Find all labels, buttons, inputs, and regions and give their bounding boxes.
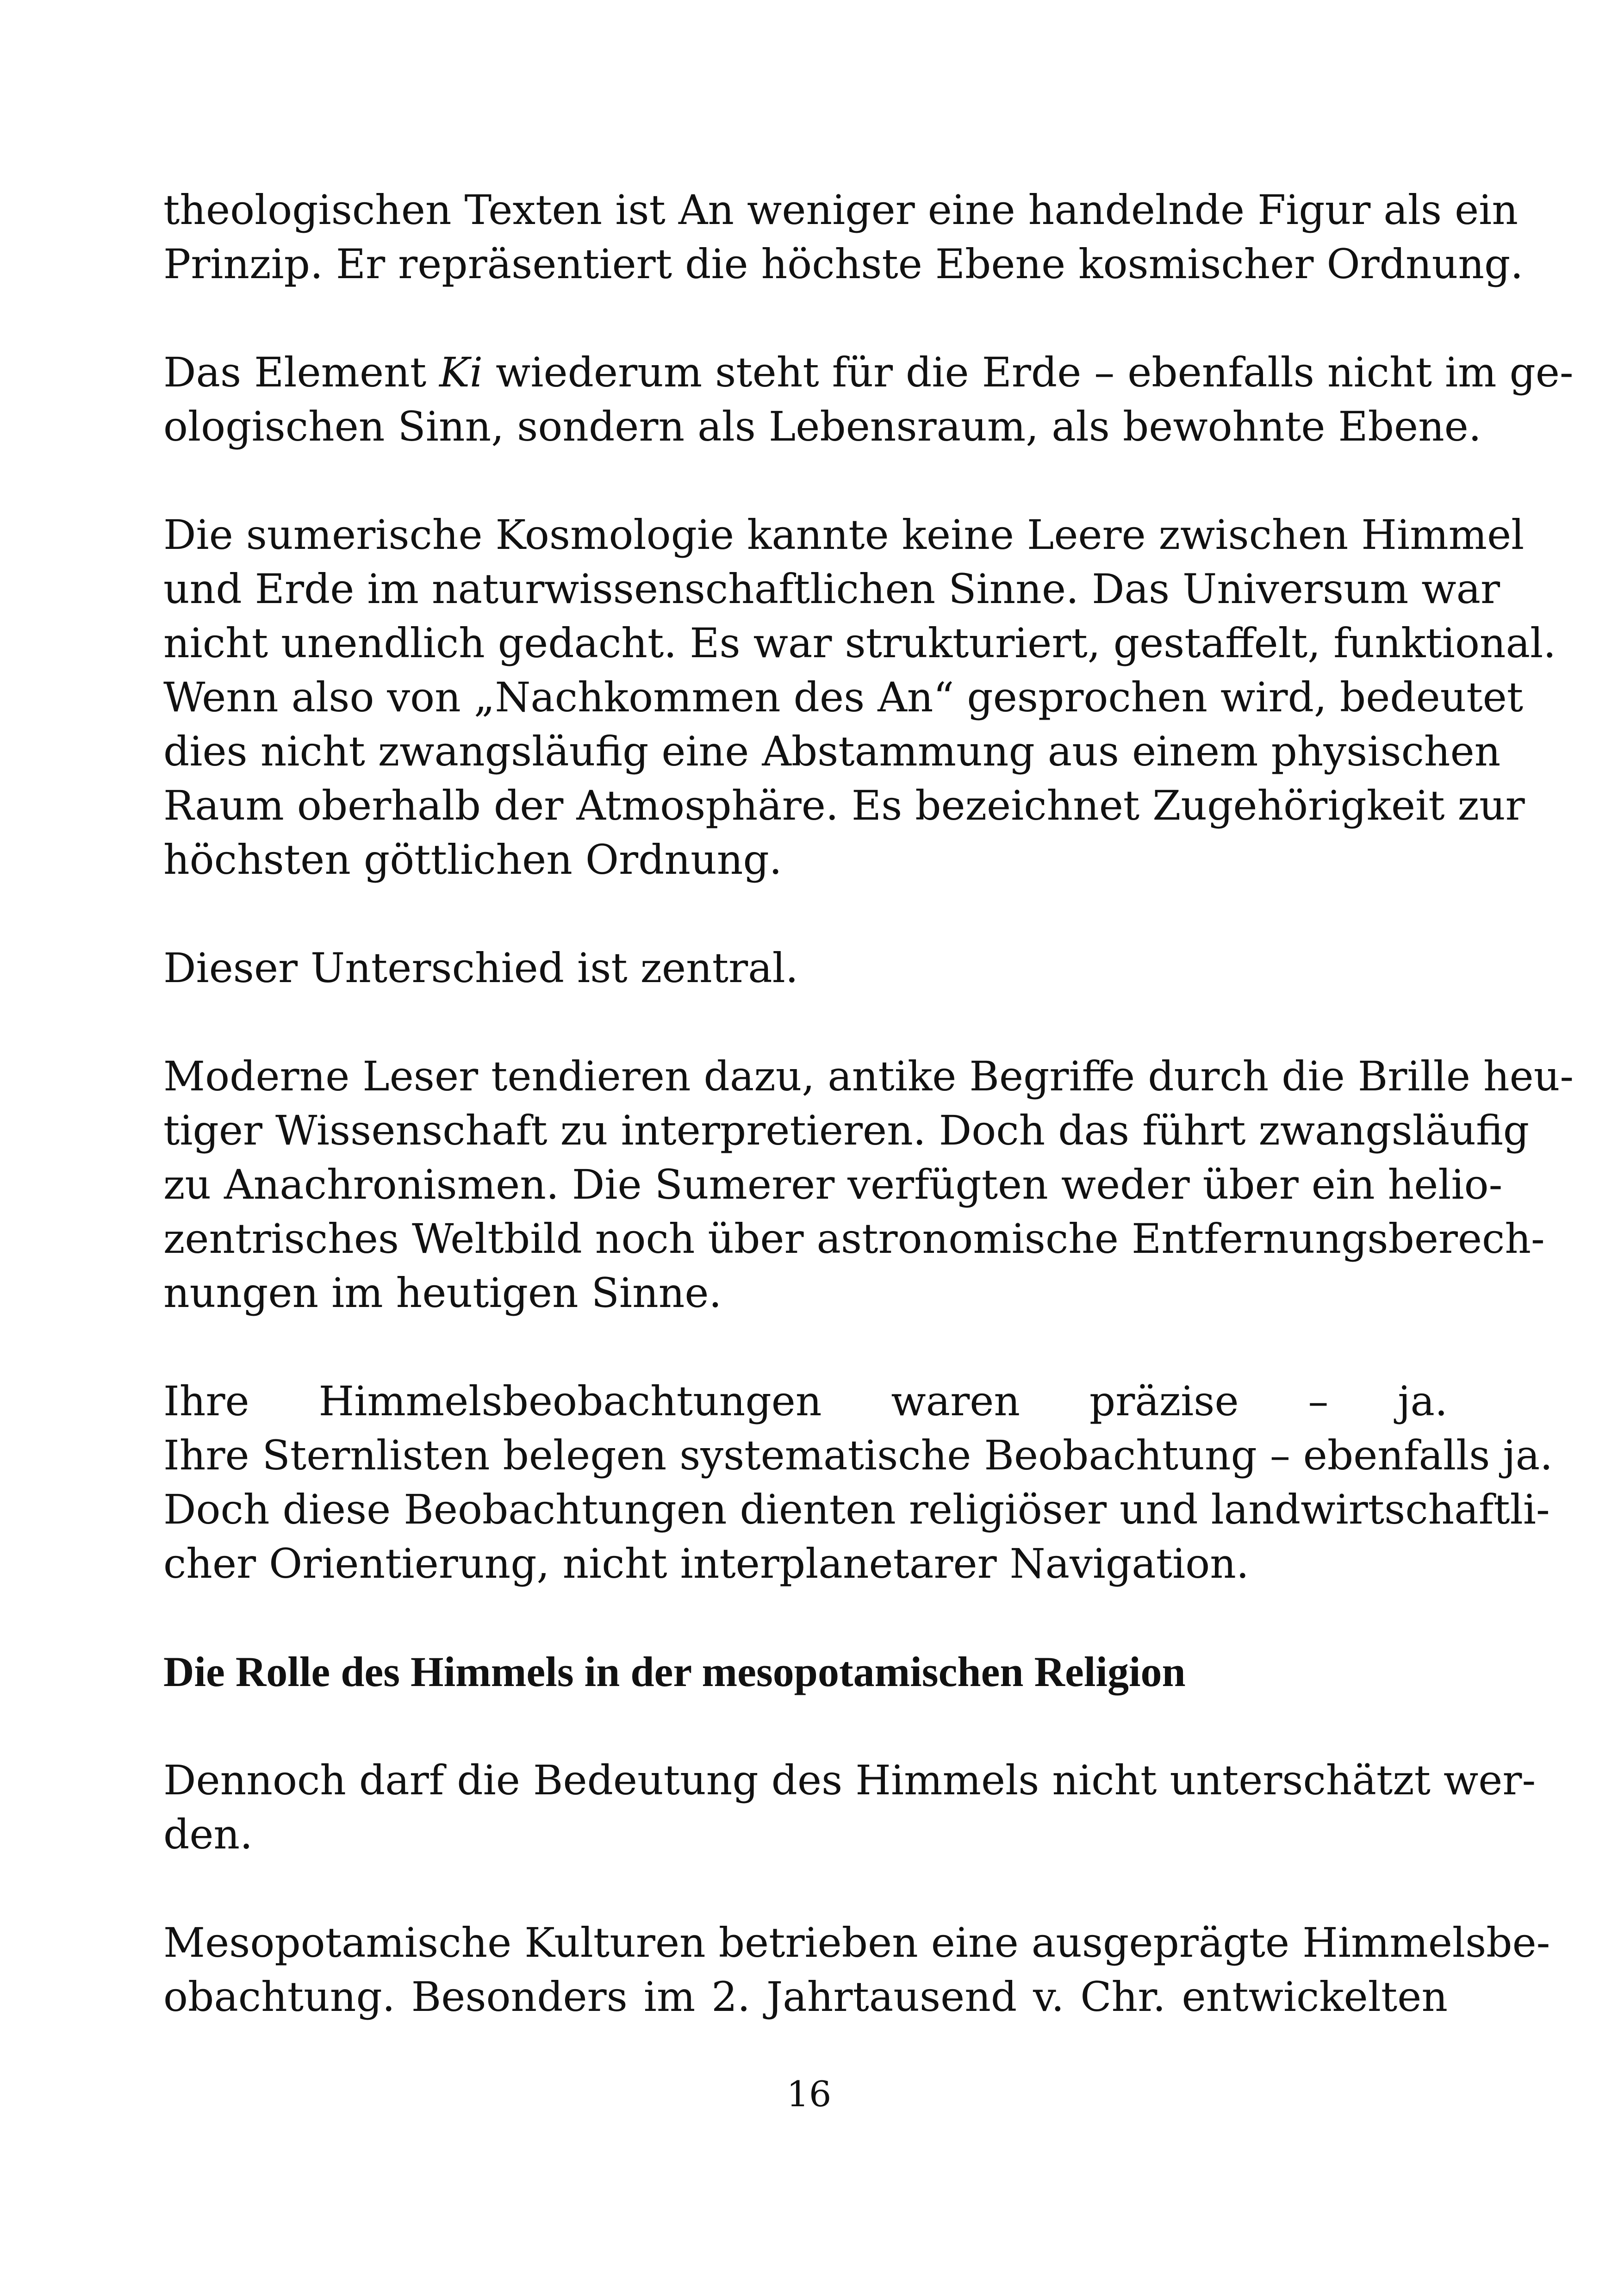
paragraph-ki-element xyxy=(163,345,1574,454)
text-line: zu Anachronismen. Die Sumerer verfügten weder über ein helio- xyxy=(163,1161,1503,1208)
text-line: Dennoch darf die Bedeutung des Himmels nicht unterschätzt wer- xyxy=(163,1756,1536,1804)
text-line: Ihre Sternlisten belegen systematische Beobachtung – ebenfalls ja. xyxy=(163,1431,1553,1479)
text-line: obachtung. Besonders im 2. Jahrtausend v. Chr. entwickelten xyxy=(163,1973,1448,2021)
text-line: Prinzip. Er repräsentiert die höchste Ebene kosmischer Ordnung. xyxy=(163,240,1524,288)
page-number: 16 xyxy=(786,2073,832,2115)
paragraph-observations xyxy=(163,1374,1553,1591)
text-segment: Das Element xyxy=(163,348,440,396)
text-line: Ihre Himmelsbeobachtungen waren präzise – ja. xyxy=(163,1377,1448,1425)
text-line: ologischen Sinn, sondern als Lebensraum, als bewohnte Ebene. xyxy=(163,403,1481,450)
paragraph-an-principle xyxy=(163,183,1524,291)
text-line: tiger Wissenschaft zu interpretieren. Doch das führt zwangsläufig xyxy=(163,1107,1530,1154)
paragraph-distinction xyxy=(163,941,1448,995)
italic-term: Ki xyxy=(439,348,483,396)
page-body xyxy=(163,183,1574,2078)
text-line xyxy=(163,345,1574,399)
paragraph-importance xyxy=(163,1753,1536,1861)
text-line: Wenn also von „Nachkommen des An“ gesprochen wird, bedeutet xyxy=(163,673,1524,721)
paragraph-modern-readers xyxy=(163,1049,1574,1320)
paragraph-mesopotamian-cultures xyxy=(163,1916,1550,2024)
text-line: höchsten göttlichen Ordnung. xyxy=(163,836,782,884)
text-line: Raum oberhalb der Atmosphäre. Es bezeichnet Zugehörigkeit zur xyxy=(163,782,1525,829)
text-line: Moderne Leser tendieren dazu, antike Begriffe durch die Brille heu- xyxy=(163,1052,1574,1100)
text-line: dies nicht zwangsläufig eine Abstammung aus einem physischen xyxy=(163,728,1501,775)
text-line: Dieser Unterschied ist zentral. xyxy=(163,944,798,992)
text-line: zentrisches Weltbild noch über astronomische Entfernungsberech- xyxy=(163,1215,1545,1263)
text-line: Doch diese Beobachtungen dienten religiöser und landwirtschaftli- xyxy=(163,1486,1550,1533)
text-line: Die sumerische Kosmologie kannte keine Leere zwischen Himmel xyxy=(163,511,1525,559)
text-line: nungen im heutigen Sinne. xyxy=(163,1269,722,1317)
text-line: theologischen Texten ist An weniger eine handelnde Figur als ein xyxy=(163,186,1518,234)
text-segment: wiederum steht für die Erde – ebenfalls nicht im ge- xyxy=(483,348,1574,396)
section-heading: Die Rolle des Himmels in der mesopotamischen Religion xyxy=(163,1648,1186,1695)
text-line: nicht unendlich gedacht. Es war strukturiert, gestaffelt, funktional. xyxy=(163,619,1556,667)
text-line: und Erde im naturwissenschaftlichen Sinne. Das Universum war xyxy=(163,565,1500,613)
text-line: Mesopotamische Kulturen betrieben eine ausgeprägte Himmelsbe- xyxy=(163,1919,1550,1966)
text-line: den. xyxy=(163,1811,253,1858)
paragraph-cosmology xyxy=(163,508,1556,887)
text-line: cher Orientierung, nicht interplanetarer Navigation. xyxy=(163,1540,1249,1587)
